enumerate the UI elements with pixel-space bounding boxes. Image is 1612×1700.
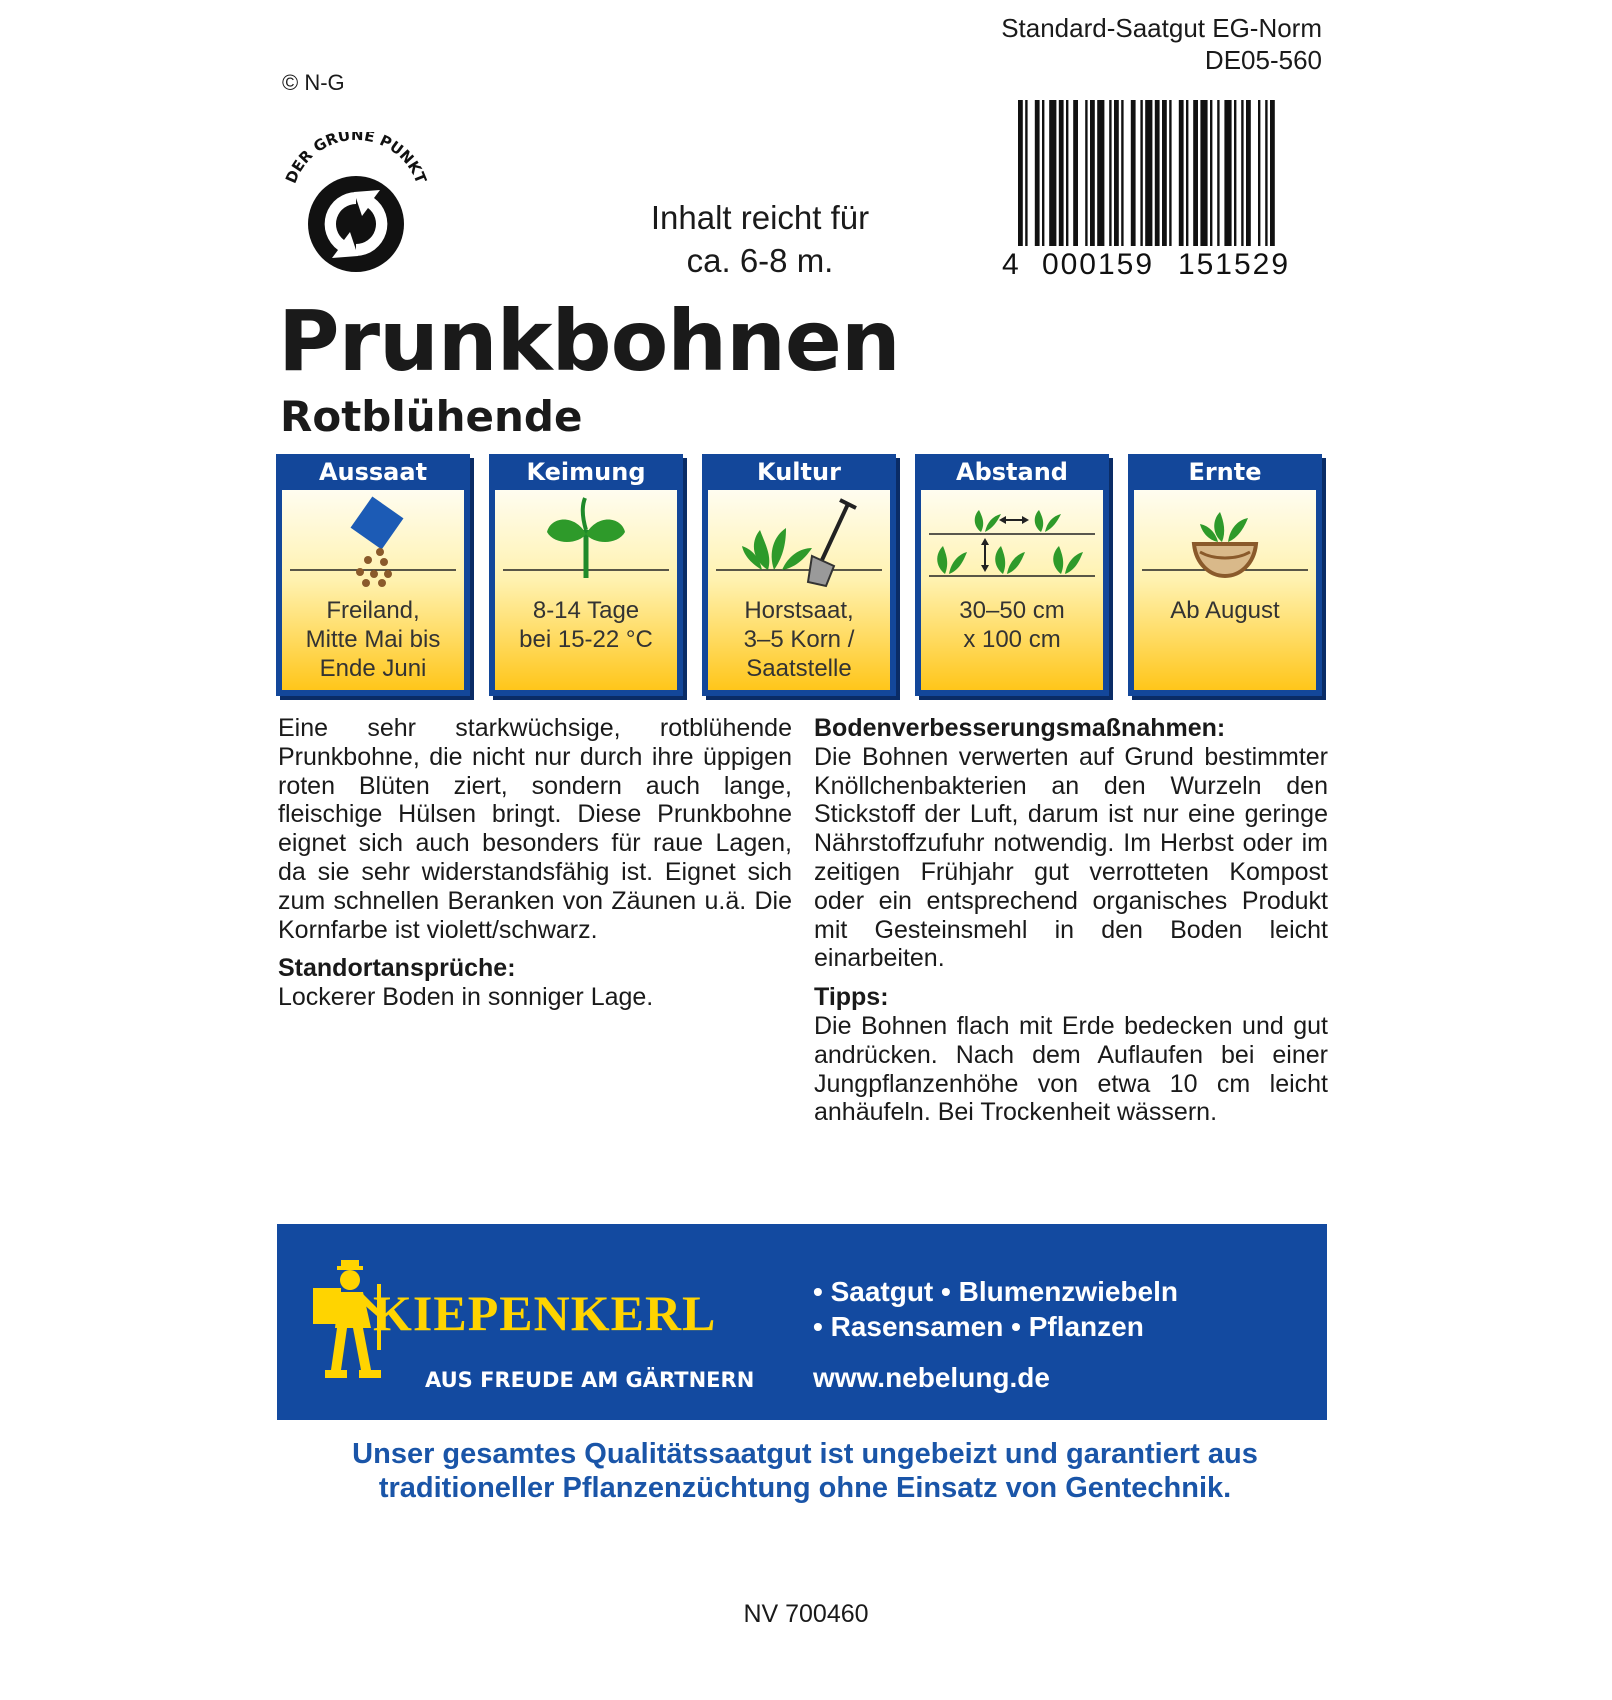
barcode-bar	[1114, 100, 1119, 246]
product-range-line: • Rasensamen • Pflanzen	[813, 1311, 1144, 1342]
card-text	[282, 596, 464, 683]
seed-standard-line: Standard-Saatgut EG-Norm	[1001, 13, 1322, 43]
barcode-bar	[1140, 100, 1142, 246]
card-kultur	[702, 454, 896, 696]
green-dot-text: DER GRÜNE PUNKT	[281, 132, 431, 187]
card-line: bei 15-22 °C	[519, 626, 653, 653]
tips-heading: Tipps:	[814, 983, 889, 1012]
product-variety: Rotblühende	[280, 392, 583, 441]
barcode-bar	[1186, 100, 1188, 246]
soil-heading: Bodenverbesserungsmaßnahmen:	[814, 714, 1226, 742]
card-line: 3–5 Korn /	[743, 626, 855, 653]
card-title: Keimung	[526, 458, 646, 486]
contents-line-1: Inhalt reicht für	[650, 199, 870, 236]
barcode-bars	[1018, 100, 1275, 246]
card-title: Ernte	[1188, 458, 1262, 486]
contents-coverage	[620, 196, 900, 282]
product-range-line: • Saatgut • Blumenzwiebeln	[813, 1276, 1178, 1307]
brand-website-link[interactable]: www.nebelung.de	[813, 1362, 1050, 1393]
barcode-bar	[1265, 100, 1267, 246]
card-line: Saatstelle	[746, 655, 852, 682]
barcode-bar	[1169, 100, 1171, 246]
card-keimung	[489, 454, 683, 696]
barcode-bar	[1246, 100, 1251, 246]
quality-statement	[260, 1437, 1350, 1505]
barcode-bar	[1241, 100, 1243, 246]
quality-statement-line: Unser gesamtes Qualitätssaatgut ist ungebeizt und garantiert aus	[352, 1438, 1258, 1470]
barcode-bar	[1049, 100, 1056, 246]
barcode-bar	[1224, 100, 1231, 246]
seed-standard-code: DE05-560	[1204, 45, 1322, 75]
card-line: Mitte Mai bis	[305, 626, 441, 653]
brand-name: KIEPENKERL	[373, 1285, 717, 1341]
card-line: Freiland,	[326, 597, 420, 624]
barcode-bar	[1097, 100, 1104, 246]
barcode-bar	[1035, 100, 1040, 246]
card-line: 8-14 Tage	[532, 597, 640, 624]
barcode-bar	[1085, 100, 1087, 246]
contents-line-2: ca. 6-8 m.	[686, 242, 834, 279]
barcode-bar	[1145, 100, 1152, 246]
tips-text: Die Bohnen flach mit Erde bedecken und gut andrücken. Nach dem Auflaufen bei einer Jungpflanzenhöhe von etwa 10 cm leicht anhäufeln. Bei Trockenheit wässern.	[814, 1011, 1328, 1127]
barcode-bar	[1258, 100, 1260, 246]
card-line: 30–50 cm	[959, 597, 1065, 624]
barcode-bar	[1217, 100, 1219, 246]
barcode-bar	[1162, 100, 1167, 246]
soil-text: Die Bohnen verwerten auf Grund bestimmter Knöllchenbakterien an den Wurzeln den Stickstoff der Luft, darum ist nur eine geringe Nährstoffzufuhr notwendig. Im Herbst oder im zeitigen Frühjahr gut verrotteten Kompost oder ein entsprechend organisches Produkt mit Gesteinsmehl in den Boden leicht einarbeiten.	[814, 742, 1328, 973]
barcode-bar	[1025, 100, 1027, 246]
harvest-bowl-icon	[1134, 490, 1316, 588]
ean-barcode	[1000, 100, 1320, 278]
barcode-digits-left: 000159	[1041, 248, 1155, 278]
barcode-bar	[1210, 100, 1212, 246]
barcode-digits-right: 151529	[1177, 248, 1291, 278]
quality-statement-line: traditioneller Pflanzenzüchtung ohne Einsatz von Gentechnik.	[378, 1472, 1232, 1504]
description-left-column	[278, 714, 792, 1012]
description-right-column	[814, 714, 1328, 1127]
card-text	[495, 596, 677, 654]
product-title: Prunkbohnen	[278, 292, 900, 390]
barcode-bar	[1121, 100, 1123, 246]
product-description: Eine sehr starkwüchsige, rotblühende Prunkbohne, die nicht nur durch ihre üppigen roten Blüten ziert, sondern auch lange, fleischige Hülsen bringt. Diese Prunkbohne eignet sich auch besonders für raue Lagen, da sie sehr widerstandsfähig ist. Eignet sich zum schnellen Beranken von Zäunen u.ä. Die Kornfarbe ist violett/schwarz.	[278, 714, 792, 944]
card-text	[1134, 596, 1316, 625]
brand-banner	[277, 1224, 1327, 1420]
seed-packet-icon	[282, 490, 464, 588]
barcode-bar	[1155, 100, 1160, 246]
barcode-bar	[1090, 100, 1095, 246]
card-line: Horstsaat,	[744, 597, 854, 624]
cultivation-cards	[276, 454, 1326, 700]
barcode-bar	[1131, 100, 1136, 246]
card-abstand	[915, 454, 1109, 696]
card-title: Abstand	[956, 458, 1068, 486]
seed-standard-label	[1001, 12, 1322, 76]
barcode-bar	[1270, 100, 1275, 246]
barcode-bar	[1073, 100, 1078, 246]
barcode-digit-first: 4	[1002, 248, 1019, 278]
seedling-icon	[495, 490, 677, 588]
card-text	[921, 596, 1103, 654]
copyright-note: © N-G	[282, 70, 345, 95]
card-title: Aussaat	[318, 458, 428, 486]
card-line: x 100 cm	[963, 626, 1061, 653]
location-heading: Standortansprüche:	[278, 954, 516, 983]
barcode-bar	[1109, 100, 1111, 246]
spacing-icon	[921, 490, 1103, 588]
card-line: Ende Juni	[319, 655, 427, 682]
barcode-bar	[1234, 100, 1236, 246]
article-code: NV 700460	[743, 1600, 869, 1628]
barcode-bar	[1059, 100, 1064, 246]
card-ernte	[1128, 454, 1322, 696]
green-dot-logo	[276, 132, 436, 284]
barcode-bar	[1066, 100, 1068, 246]
barcode-bar	[1042, 100, 1044, 246]
barcode-bar	[1018, 100, 1023, 246]
barcode-bar	[1179, 100, 1184, 246]
barcode-bar	[1200, 100, 1207, 246]
location-text: Lockerer Boden in sonniger Lage.	[278, 983, 654, 1012]
barcode-bar	[1193, 100, 1198, 246]
product-range	[813, 1274, 1178, 1344]
card-line: Ab August	[1170, 597, 1280, 624]
card-aussaat	[276, 454, 470, 696]
card-title: Kultur	[757, 458, 841, 486]
card-text	[708, 596, 890, 683]
spade-plants-icon	[708, 490, 890, 588]
brand-slogan: AUS FREUDE AM GÄRTNERN	[425, 1368, 755, 1392]
